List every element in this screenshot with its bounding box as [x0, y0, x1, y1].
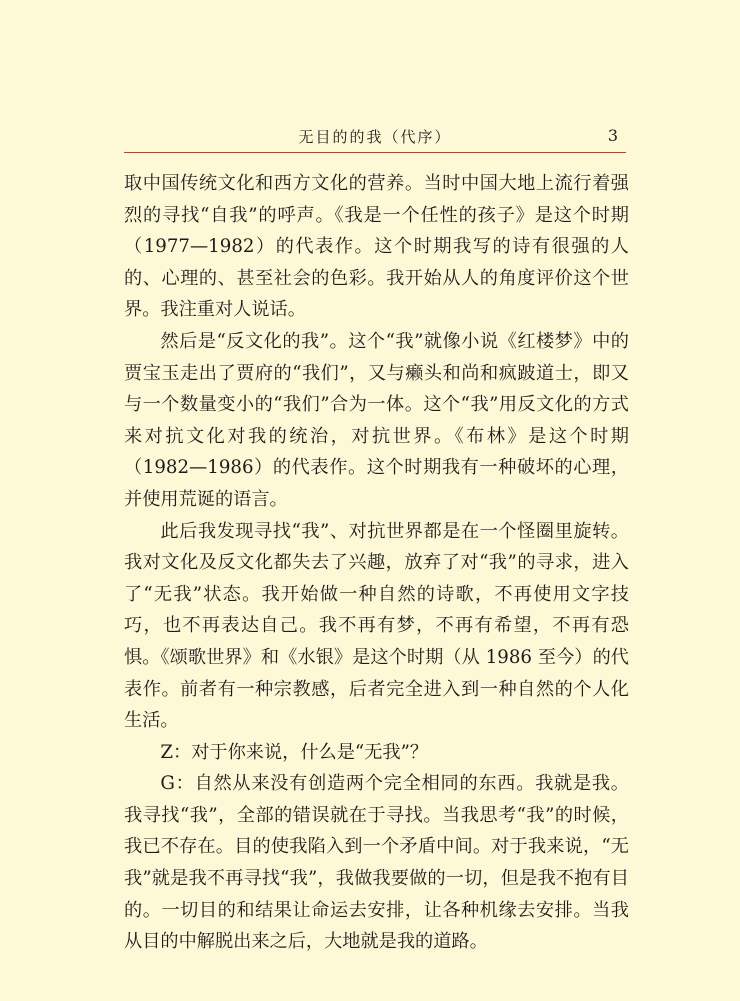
body-text — [124, 168, 629, 958]
running-header — [124, 120, 626, 153]
paragraph-1: 取中国传统文化和西方文化的营养。当时中国大地上流行着强烈的寻找“自我”的呼声。《我是一个任性的孩子》是这个时期（1977—1982）的代表作。这个时期我写的诗有很强的人的、心理的、甚至社会的色彩。我开始从人的角度评价这个世界。我注重对人说话。 — [124, 173, 629, 321]
running-title: 无目的的我（代序） — [298, 128, 452, 146]
page-number: 3 — [607, 126, 618, 145]
paragraph-3: 此后我发现寻找“我”、对抗世界都是在一个怪圈里旋转。我对文化及反文化都失去了兴趣，放弃了对“我”的寻求，进入了“无我”状态。我开始做一种自然的诗歌，不再使用文字技巧，也不再表达自己。我不再有梦，不再有希望，不再有恐惧。《颂歌世界》和《水银》是这个时期（从 1986 至今）的代表作。前者有一种宗教感，后者完全进入到一种自然的个人化生活。 — [124, 520, 629, 732]
paragraph-answer: G：自然从来没有创造两个完全相同的东西。我就是我。我寻找“我”，全部的错误就在于寻找。当我思考“我”的时候，我已不存在。目的使我陷入到一个矛盾中间。对于我来说，“无我”就是我不再寻找“我”，我做我要做的一切，但是我不抱有目的。一切目的和结果让命运去安排，让各种机缘去安排。当我从目的中解脱出来之后，大地就是我的道路。 — [124, 773, 629, 953]
paragraph-question: Z：对于你来说，什么是“无我”？ — [160, 741, 429, 763]
paragraph-2: 然后是“反文化的我”。这个“我”就像小说《红楼梦》中的贾宝玉走出了贾府的“我们”，又与癞头和尚和疯跛道士，即又与一个数量变小的“我们”合为一体。这个“我”用反文化的方式来对抗文化对我的统治，对抗世界。《布林》是这个时期（1982—1986）的代表作。这个时期我有一种破坏的心理，并使用荒诞的语言。 — [124, 330, 629, 510]
